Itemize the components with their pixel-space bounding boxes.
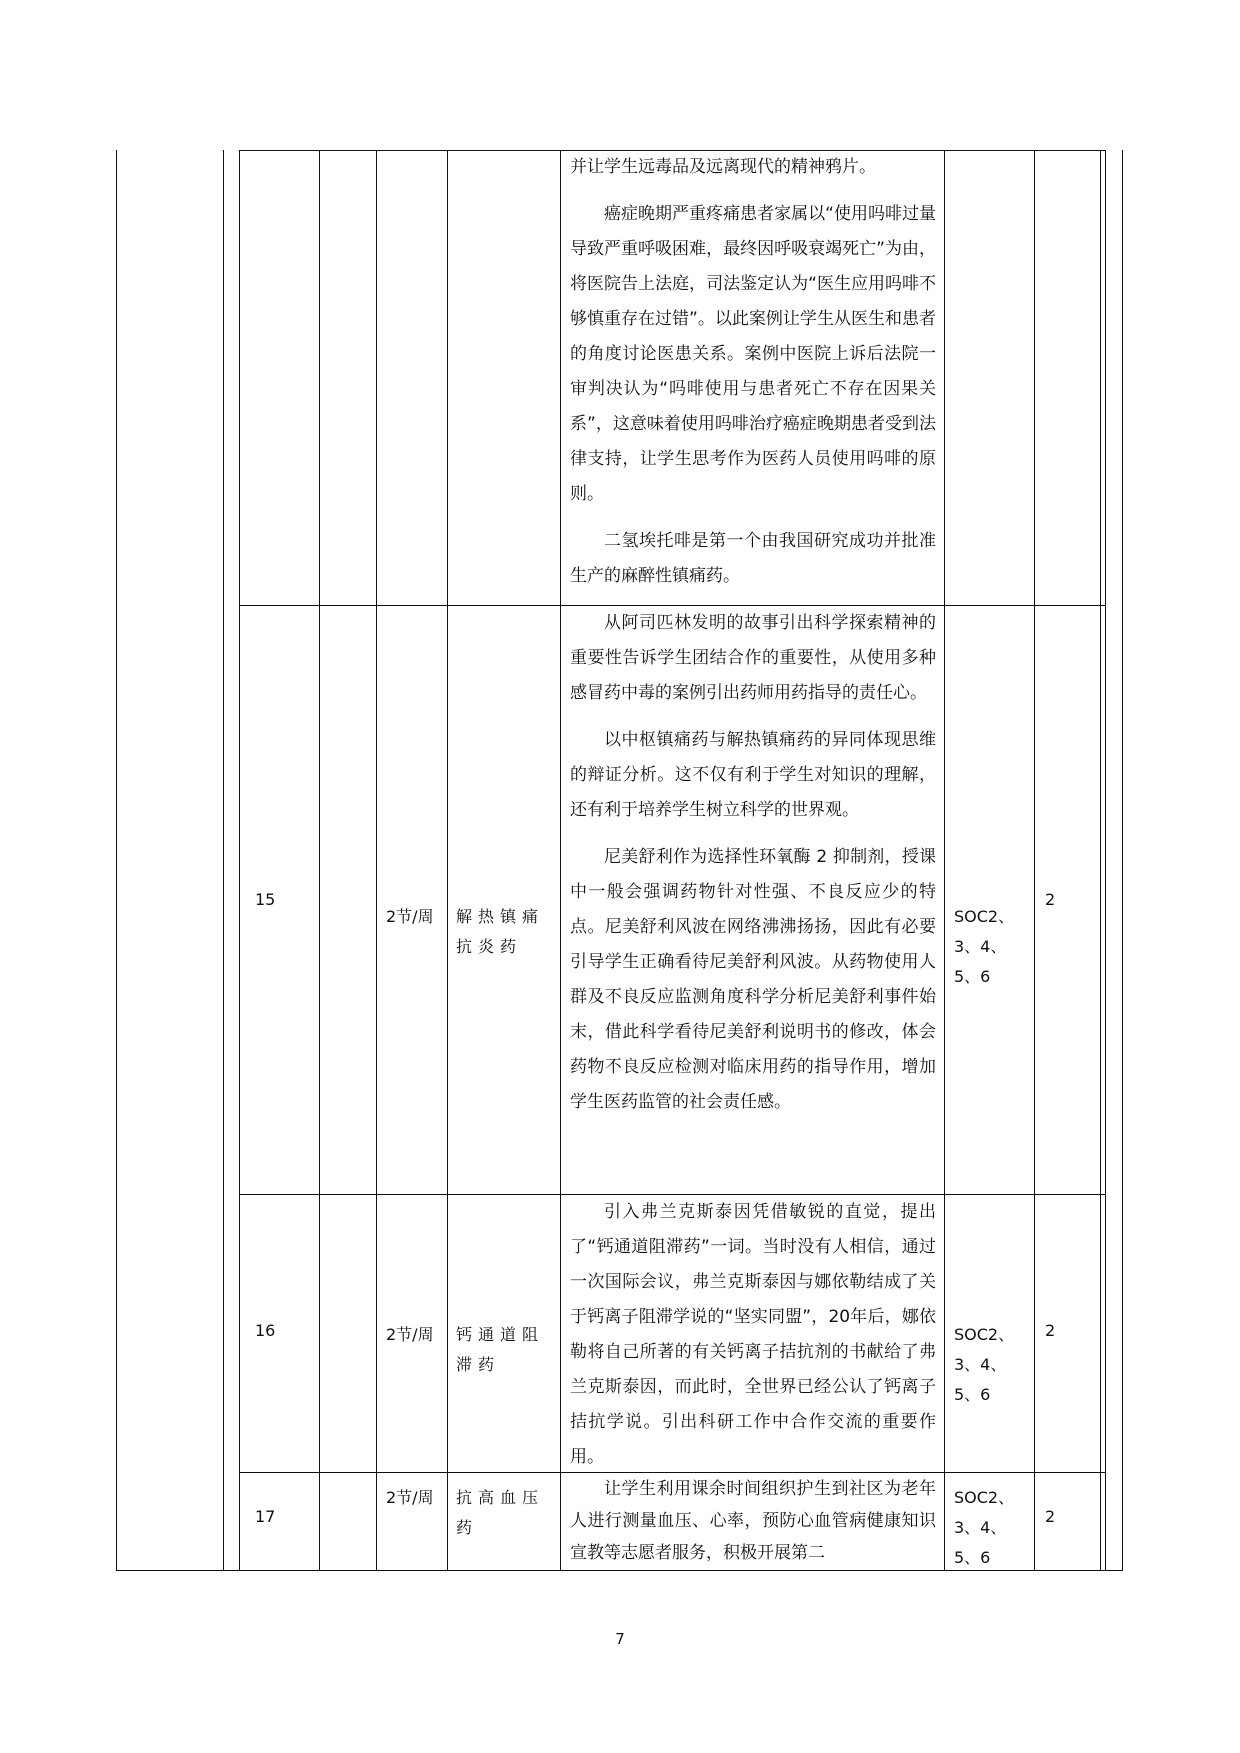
week-number: 17 [255, 1507, 276, 1526]
table-border-col4 [447, 150, 448, 1571]
content-paragraph: 二氢埃托啡是第一个由我国研究成功并批准生产的麻醉性镇痛药。 [570, 531, 936, 586]
chapter-topic: 抗高血压药 [456, 1488, 545, 1537]
content-cell [570, 606, 936, 1120]
content-paragraph: 癌症晚期严重疼痛患者家属以“使用吗啡过量导致严重呼吸困难，最终因呼吸衰竭死亡”为由，将医院告上法庭，司法鉴定认为“医生应用吗啡不够慎重存在过错”。以此案例让学生从医生和患者的角度讨论医患关系。案例中医院上诉后法院一审判决认为“吗啡使用与患者死亡不存在因果关系”，这意味着使用吗啡治疗癌症晚期患者受到法律支持，让学生思考作为医药人员使用吗啡的原则。 [570, 204, 936, 504]
hours-per-week: 2节/周 [386, 907, 434, 926]
content-paragraph: 以中枢镇痛药与解热镇痛药的异同体现思维的辩证分析。这不仅有利于学生对知识的理解，还有利于培养学生树立科学的世界观。 [570, 730, 936, 820]
table-border-left [116, 150, 117, 1571]
chapter-topic: 钙通道阻滞药 [456, 1325, 545, 1374]
content-paragraph: 引入弗兰克斯泰因凭借敏锐的直觉，提出了“钙通道阻滞药”一词。当时没有人相信，通过一次国际会议，弗兰克斯泰因与娜依勒结成了关于钙离子阻滞学说的“坚实同盟”，20年后，娜依勒将自己所著的有关钙离子拮抗剂的书献给了弗兰克斯泰因，而此时，全世界已经公认了钙离子拮抗学说。引出科研工作中合作交流的重要作用。 [570, 1202, 936, 1467]
content-paragraph: 并让学生远毒品及远离现代的精神鸦片。 [570, 157, 876, 177]
soc-outcomes: SOC2、3、4、5、6 [954, 1488, 1015, 1567]
content-cell [570, 1473, 936, 1569]
table-border-col8b [1105, 150, 1106, 1571]
content-paragraph: 尼美舒利作为选择性环氧酶 2 抑制剂，授课中一般会强调药物针对性强、不良反应少的特点。尼美舒利风波在网络沸沸扬扬，因此有必要引导学生正确看待尼美舒利风波。从药物使用人群及不良反应监测角度科学分析尼美舒利事件始末，借此科学看待尼美舒利说明书的修改，体会药物不良反应检测对临床用药的指导作用，增加学生医药监管的社会责任感。 [570, 847, 936, 1112]
table-border-col1b [239, 150, 240, 1571]
table-border-col3 [376, 150, 377, 1571]
content-paragraph: 从阿司匹林发明的故事引出科学探索精神的重要性告诉学生团结合作的重要性，从使用多种感冒药中毒的案例引出药师用药指导的责任心。 [570, 613, 936, 703]
table-border-col8 [1100, 150, 1101, 1571]
continued-content-cell [570, 150, 936, 594]
table-border-col7 [1034, 150, 1035, 1571]
table-border-col5 [560, 150, 561, 1571]
soc-outcomes: SOC2、3、4、5、6 [954, 1325, 1015, 1404]
hours-per-week: 2节/周 [386, 1488, 434, 1507]
page-number: 7 [615, 1630, 625, 1648]
table-border-col1 [223, 150, 224, 1571]
credit-value: 2 [1045, 1507, 1056, 1526]
chapter-topic: 解热镇痛抗炎药 [456, 907, 545, 956]
content-cell [570, 1195, 936, 1475]
table-border-right [1122, 150, 1123, 1571]
table-border-col2 [319, 150, 320, 1571]
week-number: 15 [255, 890, 276, 909]
credit-value: 2 [1045, 890, 1056, 909]
credit-value: 2 [1045, 1321, 1056, 1340]
content-paragraph: 让学生利用课余时间组织护生到社区为老年人进行测量血压、心率，预防心血管病健康知识宣教等志愿者服务，积极开展第二 [570, 1479, 936, 1563]
soc-outcomes: SOC2、3、4、5、6 [954, 907, 1015, 986]
week-number: 16 [255, 1321, 276, 1340]
table-border-col6 [944, 150, 945, 1571]
hours-per-week: 2节/周 [386, 1325, 434, 1344]
